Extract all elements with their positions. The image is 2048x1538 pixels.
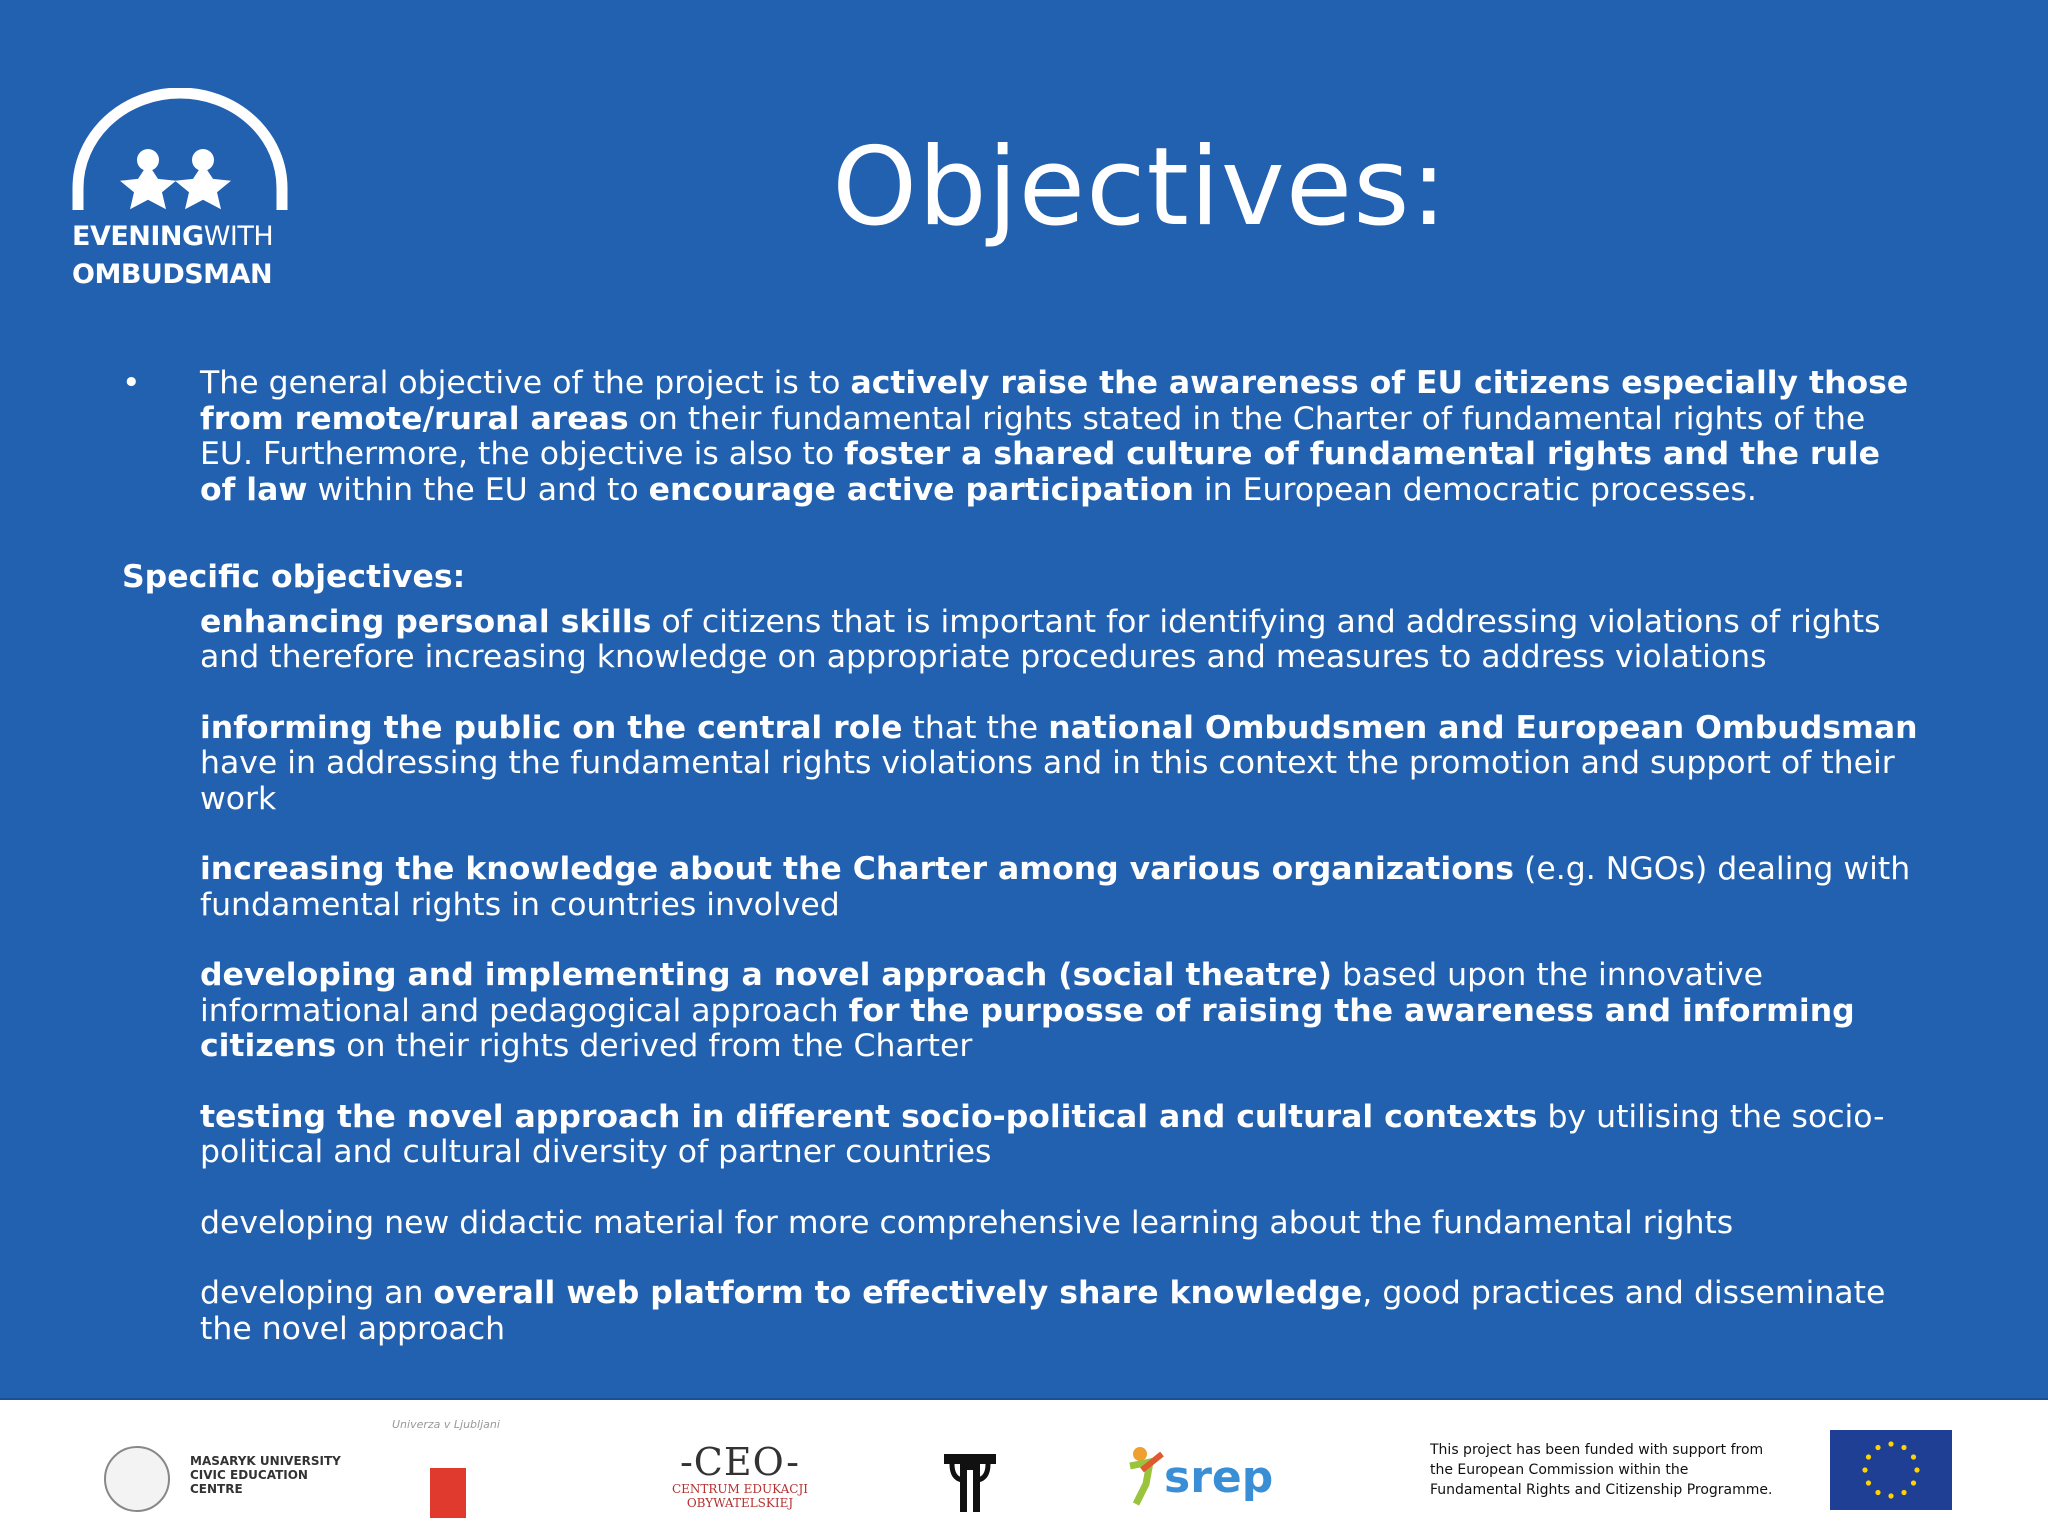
eu-star <box>1911 1454 1916 1459</box>
text-segment: in European democratic processes. <box>1193 471 1757 508</box>
specific-objective-item <box>122 1206 1922 1242</box>
text-segment: actively raise the awareness of EU citizens especially those from remote/rural areas <box>200 365 1909 437</box>
evening-with-ombudsman-logo <box>70 88 290 298</box>
text-segment: foster a shared culture of fundamental rights and the rule of law <box>200 436 1881 508</box>
masaryk-university-logo <box>104 1446 341 1516</box>
funding-notice: This project has been funded with support from the European Commission within the Fundamental Rights and Citizenship Programme. <box>1430 1442 1773 1498</box>
tuzla-emblem-icon <box>940 1448 1000 1518</box>
text-segment: (e.g. NGOs) dealing with fundamental rights in countries involved <box>200 851 1911 923</box>
text-segment: informing the public on the central role <box>200 709 903 746</box>
specific-objective-item <box>122 852 1922 923</box>
text-segment: for the purposse of raising the awareness and informing citizens <box>200 992 1855 1064</box>
eu-stars-icon <box>1830 1430 1952 1510</box>
text-segment: on their fundamental rights stated in the Charter of fundamental rights of the EU. Furthermore, the objective is also to <box>200 400 1866 472</box>
text-segment: by utilising the socio-political and cultural diversity of partner countries <box>200 1098 1885 1170</box>
eu-star <box>1901 1490 1906 1495</box>
eu-star <box>1888 1441 1893 1446</box>
text-segment: developing an <box>200 1275 434 1311</box>
eu-star <box>1875 1445 1880 1450</box>
eu-star <box>1862 1467 1867 1472</box>
text-segment: The general objective of the project is to <box>200 365 851 401</box>
text-segment: increasing the knowledge about the Charter among various organizations <box>200 851 1515 887</box>
slide-title: Objectives: <box>832 125 1448 250</box>
ljubljana-university-logo: Univerza v Ljubljani <box>390 1418 510 1528</box>
general-objective <box>122 366 1922 508</box>
eu-star <box>1866 1480 1871 1485</box>
eu-flag-logo <box>1830 1430 1952 1510</box>
eu-star <box>1901 1445 1906 1450</box>
logo-line1-thin: WITH <box>203 221 274 252</box>
text-segment: encourage active participation <box>648 471 1194 508</box>
bullet-icon: • <box>122 365 141 401</box>
partner-logos-footer <box>0 1398 2048 1538</box>
text-segment: have in addressing the fundamental rights violations and in this context the promotion and support of their work <box>200 745 1895 817</box>
general-objective-text <box>200 365 1908 508</box>
slide-content <box>122 366 1922 1347</box>
specific-objective-item <box>122 605 1922 676</box>
eu-star <box>1888 1493 1893 1498</box>
logo-line1-bold: EVENING <box>72 221 204 252</box>
eu-star <box>1866 1454 1871 1459</box>
logo-text <box>72 218 273 294</box>
text-segment: , good practices and disseminate the novel approach <box>200 1275 1886 1347</box>
text-segment: of citizens that is important for identifying and addressing violations of rights and therefore increasing knowledge on appropriate procedures and measures to address violations <box>200 603 1881 675</box>
text-segment: enhancing personal skills <box>200 603 652 640</box>
text-segment: based upon the innovative informational and pedagogical approach <box>200 957 1764 1029</box>
eu-star <box>1914 1467 1919 1472</box>
eu-star <box>1875 1490 1880 1495</box>
tuzla-logo <box>940 1448 1000 1518</box>
ceo-logo: -CEO- CENTRUM EDUKACJI OBYWATELSKIEJ <box>671 1440 809 1510</box>
specific-objectives-list <box>122 605 1922 1348</box>
text-segment: that the <box>902 709 1049 746</box>
text-segment: testing the novel approach in different socio-political and cultural contexts <box>200 1098 1538 1135</box>
specific-objective-item <box>122 958 1922 1065</box>
muni-emblem-icon <box>104 1446 170 1512</box>
text-segment: overall web platform to effectively share knowledge <box>433 1275 1363 1311</box>
text-segment: on their rights derived from the Charter <box>336 1028 973 1064</box>
text-segment: within the EU and to <box>307 471 649 508</box>
specific-objectives-title: Specific objectives: <box>122 559 466 595</box>
two-stars-under-arch-icon <box>70 88 290 218</box>
eu-star <box>1911 1480 1916 1485</box>
srep-logo: srep <box>1126 1444 1256 1514</box>
specific-objective-item <box>122 711 1922 818</box>
logo-line2: OMBUDSMAN <box>72 259 273 290</box>
specific-objective-item <box>122 1100 1922 1171</box>
text-segment: developing and implementing a novel approach (social theatre) <box>200 957 1333 993</box>
ljubljana-emblem-icon <box>430 1468 466 1518</box>
text-segment: developing new didactic material for more comprehensive learning about the fundamental rights <box>200 1204 1734 1241</box>
specific-objective-item <box>122 1276 1922 1347</box>
muni-text: MASARYK UNIVERSITY CIVIC EDUCATION CENTRE <box>190 1454 341 1496</box>
text-segment: national Ombudsmen and European Ombudsman <box>1048 709 1918 746</box>
